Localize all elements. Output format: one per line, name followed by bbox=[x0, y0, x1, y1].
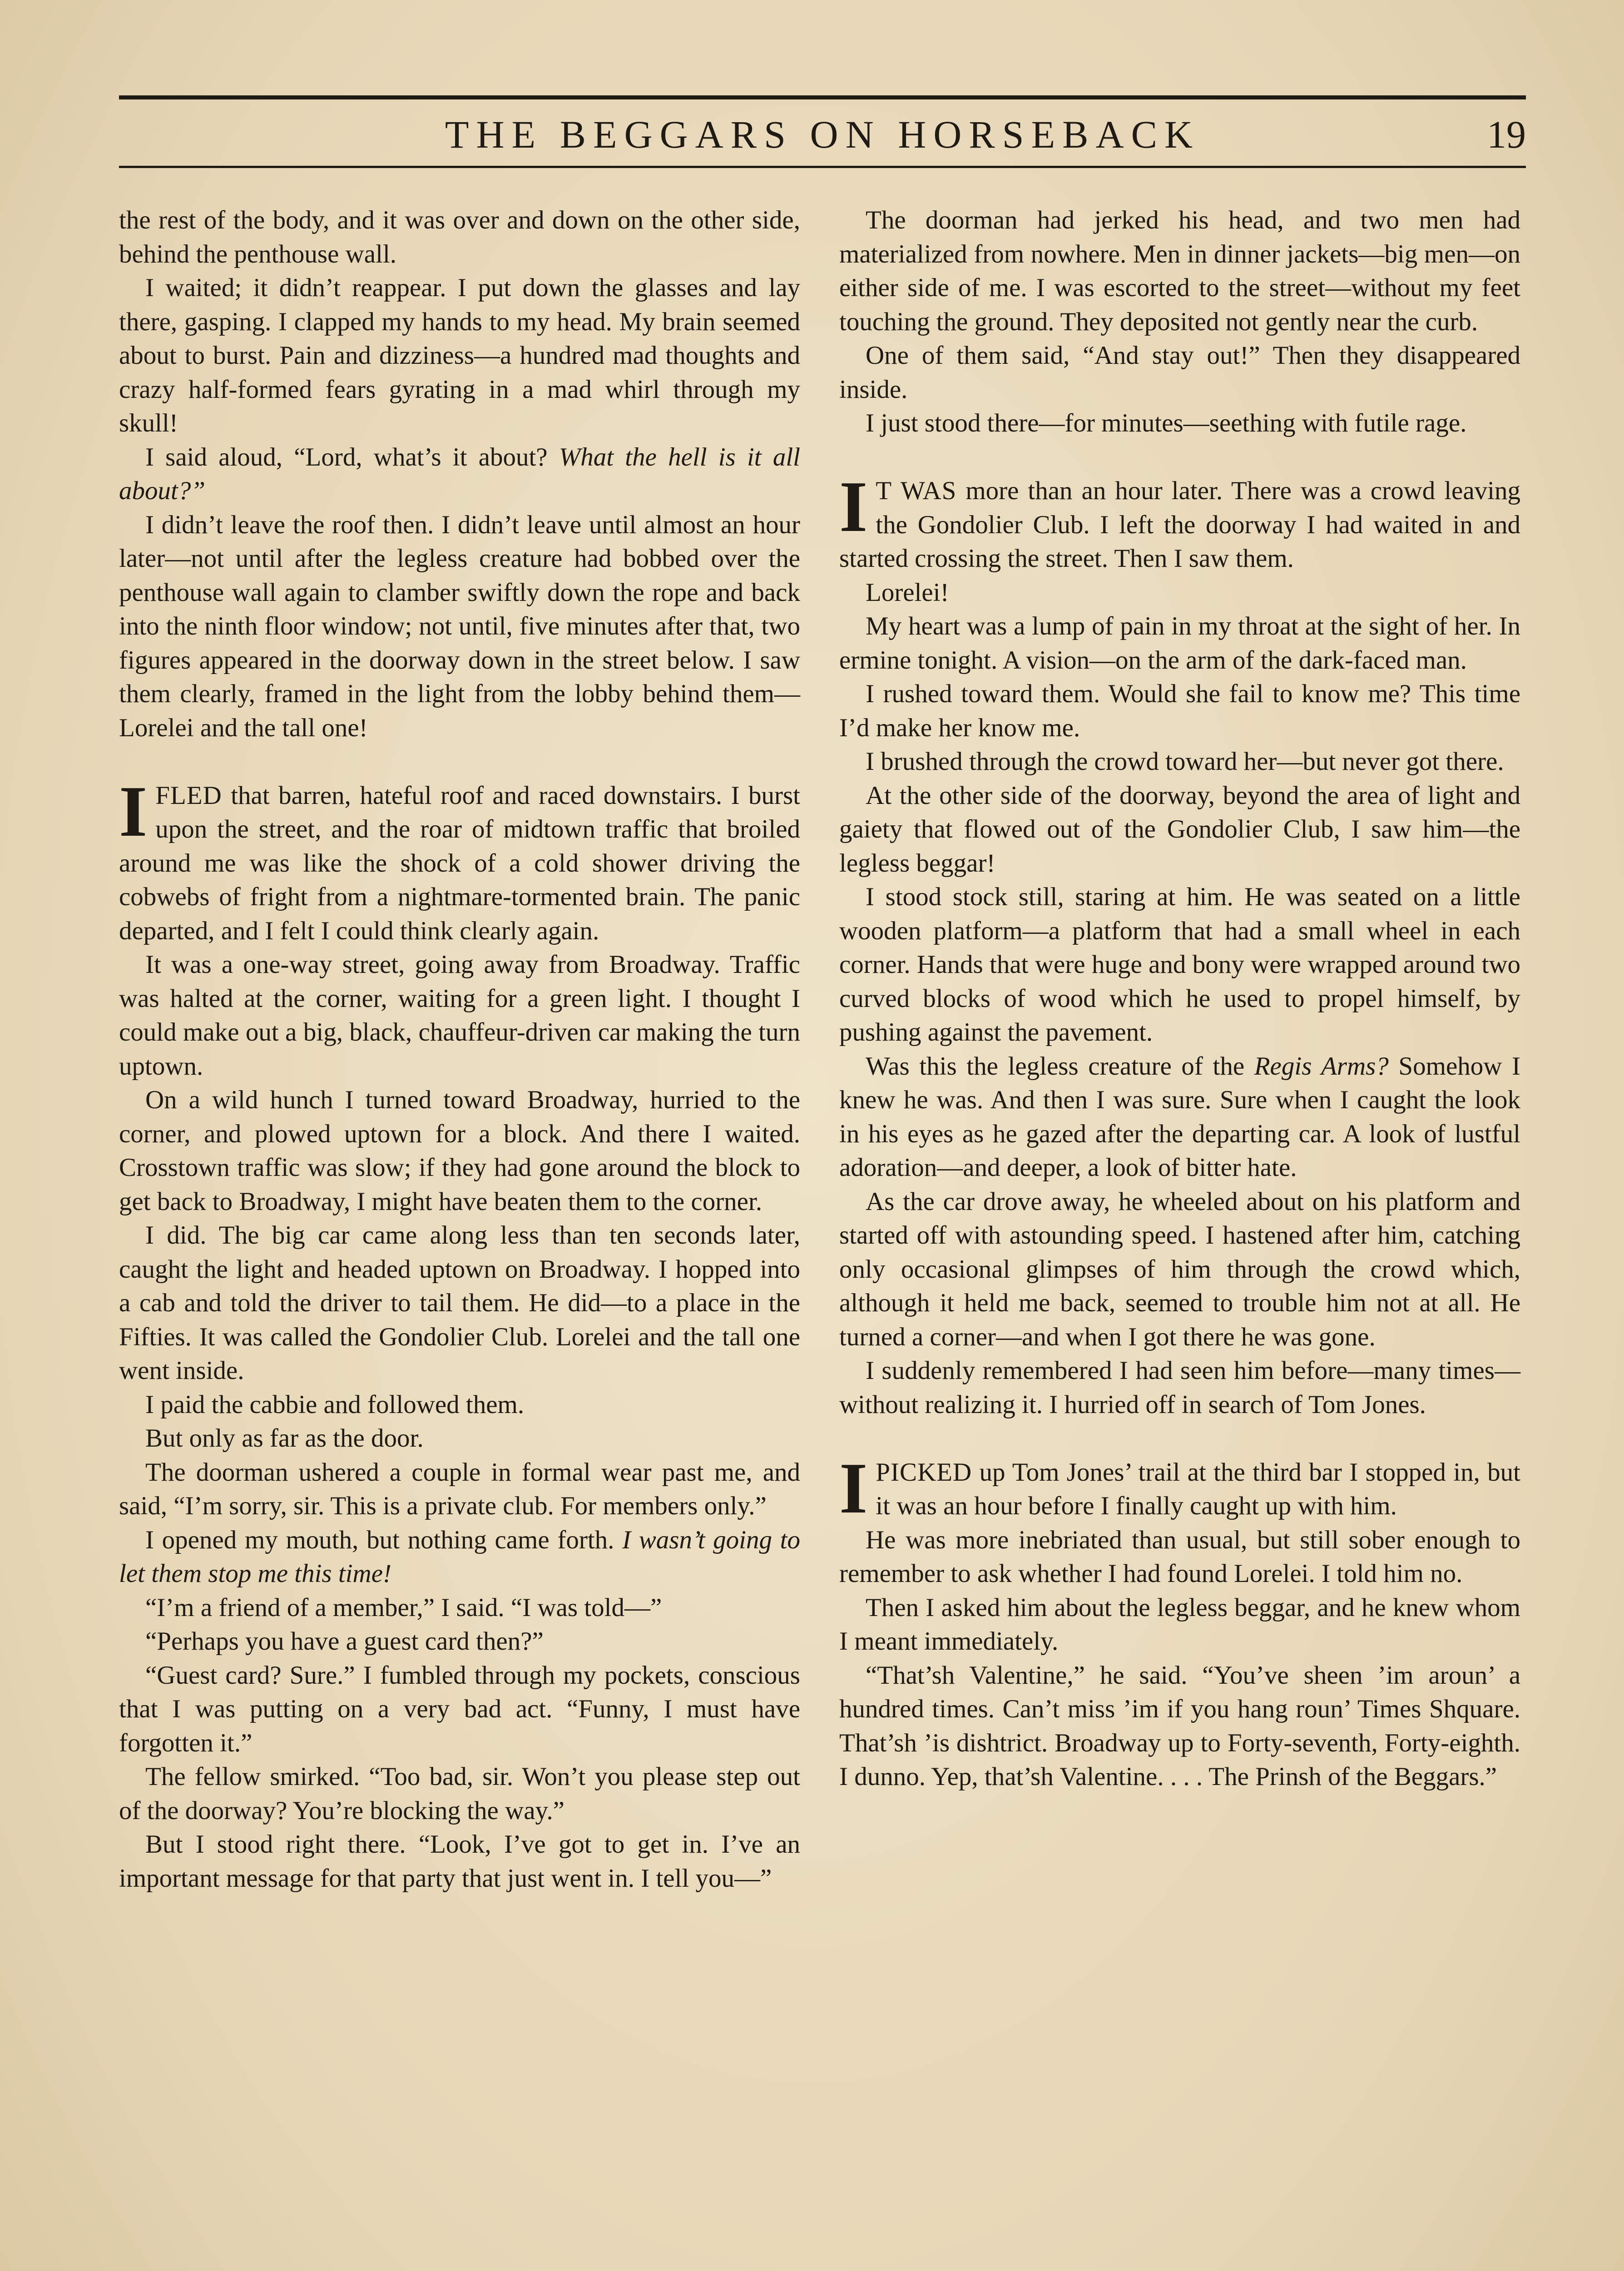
drop-initial: I bbox=[119, 770, 148, 852]
paragraph-text: The doorman had jerked his head, and two men had materialized from nowhere. Men in dinner jackets—big men—on either side of me. I was escorted to the street—without my feet touching the ground. They deposited not gently near the curb. bbox=[839, 206, 1520, 336]
paragraph bbox=[119, 1591, 800, 1625]
paragraph-text: Lorelei! bbox=[866, 578, 949, 607]
running-head bbox=[119, 107, 1526, 162]
paragraph bbox=[839, 203, 1520, 339]
paragraph bbox=[119, 203, 800, 271]
paragraph-text: The fellow smirked. “Too bad, sir. Won’t you please step out of the doorway? You’re blocking the way.” bbox=[119, 1762, 800, 1825]
paragraph bbox=[839, 745, 1520, 779]
paragraph bbox=[119, 1760, 800, 1828]
running-title: THE BEGGARS ON HORSEBACK bbox=[445, 113, 1200, 156]
right-column bbox=[839, 203, 1520, 1794]
paragraph bbox=[119, 508, 800, 745]
italic-text: What the hell is it all about?” bbox=[119, 442, 800, 505]
paragraph-text: the rest of the body, and it was over and down on the other side, behind the penthouse wall. bbox=[119, 206, 800, 268]
header-rule-bottom bbox=[119, 166, 1526, 168]
paragraph-text: But only as far as the door. bbox=[145, 1424, 424, 1453]
paragraph-text: I rushed toward them. Would she fail to know me? This time I’d make her know me. bbox=[839, 679, 1520, 742]
paragraph bbox=[839, 1354, 1520, 1422]
paragraph-text: But I stood right there. “Look, I’ve got to get in. I’ve an important message for that party that just went in. I tell you—” bbox=[119, 1830, 800, 1893]
paragraph bbox=[119, 1219, 800, 1388]
paragraph bbox=[839, 677, 1520, 745]
paragraph bbox=[839, 576, 1520, 610]
paragraph bbox=[119, 948, 800, 1083]
section-paragraph bbox=[839, 466, 1520, 576]
paragraph-text: “Perhaps you have a guest card then?” bbox=[145, 1627, 544, 1656]
paragraph-text: Then I asked him about the legless beggar, and he knew whom I meant immediately. bbox=[839, 1593, 1520, 1656]
paragraph bbox=[119, 271, 800, 441]
paragraph bbox=[119, 1388, 800, 1422]
paragraph-tail: Somehow I knew he was. And then I was sure. Sure when I caught the look in his eyes as he gazed after the departing car. A look of lustful adoration—and deeper, a look of bitter hate. bbox=[839, 1051, 1520, 1182]
paragraph-text: My heart was a lump of pain in my throat at the sight of her. In ermine tonight. A vision—on the arm of the dark-faced man. bbox=[839, 612, 1520, 674]
section-lead-in: PICKED bbox=[876, 1458, 972, 1487]
paragraph bbox=[119, 1828, 800, 1895]
paragraph-text: “Guest card? Sure.” I fumbled through my pockets, conscious that I was putting on a very bad act. “Funny, I must have forgotten it.” bbox=[119, 1661, 800, 1757]
paragraph-text: It was a one-way street, going away from Broadway. Traffic was halted at the corner, waiting for a green light. I thought I could make out a big, black, chauffeur-driven car making the turn uptown. bbox=[119, 950, 800, 1081]
italic-text: I wasn’t going to let them stop me this time! bbox=[119, 1525, 800, 1588]
section-lead-in: FLED bbox=[155, 781, 222, 810]
paragraph bbox=[839, 1659, 1520, 1794]
section-lead-in: T WAS bbox=[876, 476, 957, 505]
paragraph-text: “I’m a friend of a member,” I said. “I was told—” bbox=[145, 1593, 662, 1622]
paragraph-text: Was this the legless creature of the bbox=[866, 1051, 1254, 1081]
section-paragraph bbox=[119, 770, 800, 948]
paragraph bbox=[119, 1422, 800, 1456]
paragraph-text: I just stood there—for minutes—seething with futile rage. bbox=[866, 409, 1467, 437]
paragraph bbox=[119, 1659, 800, 1760]
paragraph bbox=[839, 1185, 1520, 1354]
paragraph bbox=[839, 779, 1520, 881]
paragraph bbox=[839, 1050, 1520, 1185]
paragraph bbox=[119, 441, 800, 508]
paragraph-text: I said aloud, “Lord, what’s it about? bbox=[145, 442, 559, 471]
paragraph-text: One of them said, “And stay out!” Then they disappeared inside. bbox=[839, 341, 1520, 404]
paragraph bbox=[839, 1591, 1520, 1659]
paragraph-text: I didn’t leave the roof then. I didn’t leave until almost an hour later—not until after the legless creature had bobbed over the penthouse wall again to clamber swiftly down the rope and back into the ninth floor window; not until, five minutes after that, two figures appeared in the doorway down in the street below. I saw them clearly, framed in the light from the lobby behind them—Lorelei and the tall one! bbox=[119, 510, 800, 742]
paragraph bbox=[839, 880, 1520, 1050]
paragraph bbox=[119, 1625, 800, 1659]
paragraph bbox=[839, 610, 1520, 677]
paragraph-text: up Tom Jones’ trail at the third bar I stopped in, but it was an hour before I finally caught up with him. bbox=[876, 1458, 1520, 1520]
paragraph-text: I waited; it didn’t reappear. I put down the glasses and lay there, gasping. I clapped my hands to my head. My brain seemed about to burst. Pain and dizziness—a hundred mad thoughts and crazy half-formed fears gyrating in a mad whirl through my skull! bbox=[119, 273, 800, 437]
paragraph-text: As the car drove away, he wheeled about on his platform and started off with astounding speed. I hastened after him, catching only occasional glimpses of him through the crowd which, although it held me back, seemed to trouble him not at all. He turned a corner—and when I got there he was gone. bbox=[839, 1187, 1520, 1351]
page-number: 19 bbox=[1487, 113, 1526, 156]
header-rule-top bbox=[119, 95, 1526, 99]
paragraph bbox=[839, 339, 1520, 407]
left-column bbox=[119, 203, 800, 1895]
paragraph-text: He was more inebriated than usual, but still sober enough to remember to ask whether I had found Lorelei. I told him no. bbox=[839, 1525, 1520, 1588]
paragraph-text: I opened my mouth, but nothing came forth. bbox=[145, 1525, 623, 1554]
paragraph-text: The doorman ushered a couple in formal wear past me, and said, “I’m sorry, sir. This is a private club. For members only.” bbox=[119, 1458, 800, 1520]
paragraph-text: I suddenly remembered I had seen him before—many times—without realizing it. I hurried off in search of Tom Jones. bbox=[839, 1356, 1520, 1419]
paragraph-text: more than an hour later. There was a crowd leaving the Gondolier Club. I left the doorway I had waited in and started crossing the street. Then I saw them. bbox=[839, 476, 1520, 573]
paragraph-text: I paid the cabbie and followed them. bbox=[145, 1390, 525, 1419]
paragraph-text: I did. The big car came along less than ten seconds later, caught the light and headed uptown on Broadway. I hopped into a cab and told the driver to tail them. He did—to a place in the Fifties. It was called the Gondolier Club. Lorelei and the tall one went inside. bbox=[119, 1221, 800, 1385]
drop-initial: I bbox=[839, 466, 868, 547]
section-paragraph bbox=[839, 1447, 1520, 1528]
drop-initial: I bbox=[839, 1447, 868, 1528]
paragraph bbox=[119, 1083, 800, 1219]
paragraph bbox=[119, 1523, 800, 1591]
paragraph bbox=[839, 407, 1520, 441]
paragraph bbox=[839, 1523, 1520, 1591]
paragraph-text: At the other side of the doorway, beyond the area of light and gaiety that flowed out of the Gondolier Club, I saw him—the legless beggar! bbox=[839, 781, 1520, 878]
paragraph-text: that barren, hateful roof and raced downstairs. I burst upon the street, and the roar of midtown traffic that broiled around me was like the shock of a cold shower driving the cobwebs of fright from a nightmare-tormented brain. The panic departed, and I felt I could think clearly again. bbox=[119, 781, 800, 945]
paragraph bbox=[119, 1456, 800, 1523]
paragraph-text: I brushed through the crowd toward her—but never got there. bbox=[866, 747, 1504, 776]
paragraph-text: “That’sh Valentine,” he said. “You’ve sheen ’im aroun’ a hundred times. Can’t miss ’im if you hang roun’ Times Shquare. That’sh ’is dishtrict. Broadway up to Forty-seventh, Forty-eighth. I dunno. Yep, that’sh Valentine. . . . The Prinsh of the Beggars.” bbox=[839, 1661, 1520, 1791]
paragraph-text: On a wild hunch I turned toward Broadway, hurried to the corner, and plowed uptown for a block. And there I waited. Crosstown traffic was slow; if they had gone around the block to get back to Broadway, I might have beaten them to the corner. bbox=[119, 1086, 800, 1216]
paragraph-text: I stood stock still, staring at him. He was seated on a little wooden platform—a platform that had a small wheel in each corner. Hands that were huge and bony were wrapped around two curved blocks of wood which he used to propel himself, by pushing against the pavement. bbox=[839, 883, 1520, 1046]
italic-text: Regis Arms? bbox=[1254, 1051, 1389, 1081]
